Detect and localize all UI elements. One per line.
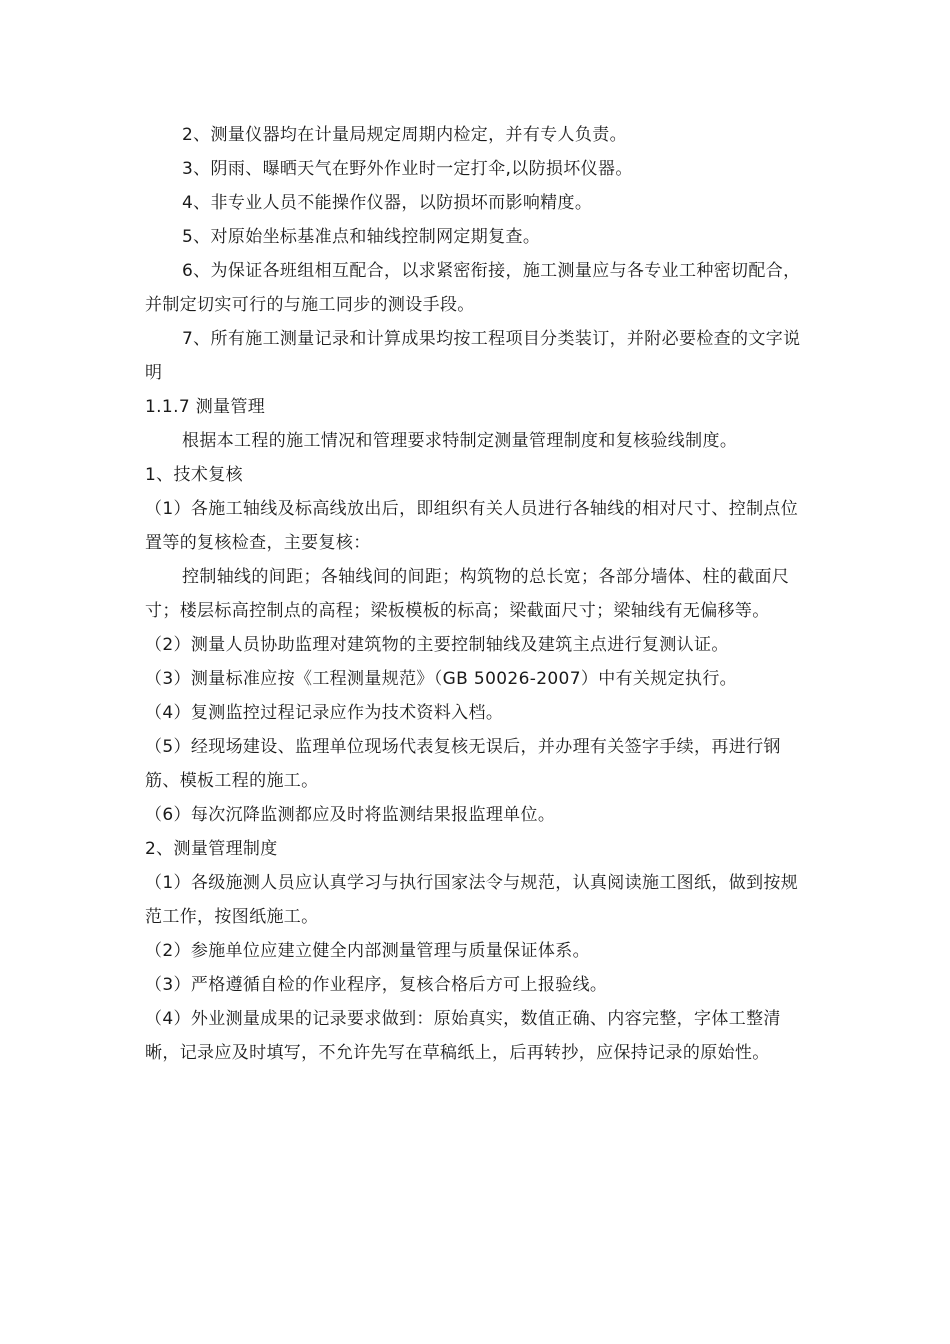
section-heading-1-1-7: 1.1.7 测量管理 (145, 397, 266, 417)
document-body (145, 118, 805, 1070)
paragraph-item-6: 6、为保证各班组相互配合，以求紧密衔接，施工测量应与各专业工种密切配合，并制定切实可行的与施工同步的测设手段。 (145, 261, 801, 315)
review-item-6: （6）每次沉降监测都应及时将监测结果报监理单位。 (145, 805, 556, 825)
review-item-5: （5）经现场建设、监理单位现场代表复核无误后，并办理有关签字手续，再进行钢筋、模板工程的施工。 (145, 737, 781, 791)
paragraph-item-7: 7、所有施工测量记录和计算成果均按工程项目分类装订，并附必要检查的文字说明 (145, 329, 801, 383)
review-item-1: （1）各施工轴线及标高线放出后，即组织有关人员进行各轴线的相对尺寸、控制点位置等的复核检查，主要复核： (145, 499, 799, 553)
management-item-3: （3）严格遵循自检的作业程序，复核合格后方可上报验线。 (145, 975, 608, 995)
subheading-management-system: 2、测量管理制度 (145, 839, 278, 859)
management-item-1: （1）各级施测人员应认真学习与执行国家法令与规范，认真阅读施工图纸，做到按规范工作，按图纸施工。 (145, 873, 799, 927)
review-item-4: （4）复测监控过程记录应作为技术资料入档。 (145, 703, 504, 723)
subheading-technical-review: 1、技术复核 (145, 465, 243, 485)
paragraph-item-4: 4、非专业人员不能操作仪器，以防损坏而影响精度。 (182, 193, 593, 213)
paragraph-item-3: 3、阴雨、曝晒天气在野外作业时一定打伞,以防损坏仪器。 (182, 159, 633, 179)
management-item-4: （4）外业测量成果的记录要求做到：原始真实，数值正确、内容完整，字体工整清晰，记录应及时填写，不允许先写在草稿纸上，后再转抄，应保持记录的原始性。 (145, 1009, 781, 1063)
review-item-1-detail: 控制轴线的间距；各轴线间的间距；构筑物的总长宽；各部分墙体、柱的截面尺寸；楼层标高控制点的高程；梁板模板的标高；梁截面尺寸；梁轴线有无偏移等。 (145, 567, 790, 621)
review-item-2: （2）测量人员协助监理对建筑物的主要控制轴线及建筑主点进行复测认证。 (145, 635, 729, 655)
section-intro: 根据本工程的施工情况和管理要求特制定测量管理制度和复核验线制度。 (182, 431, 738, 451)
paragraph-item-2: 2、测量仪器均在计量局规定周期内检定，并有专人负责。 (182, 125, 627, 145)
paragraph-item-5: 5、对原始坐标基准点和轴线控制网定期复查。 (182, 227, 541, 247)
review-item-3: （3）测量标准应按《工程测量规范》（GB 50026-2007）中有关规定执行。 (145, 669, 738, 689)
management-item-2: （2）参施单位应建立健全内部测量管理与质量保证体系。 (145, 941, 590, 961)
